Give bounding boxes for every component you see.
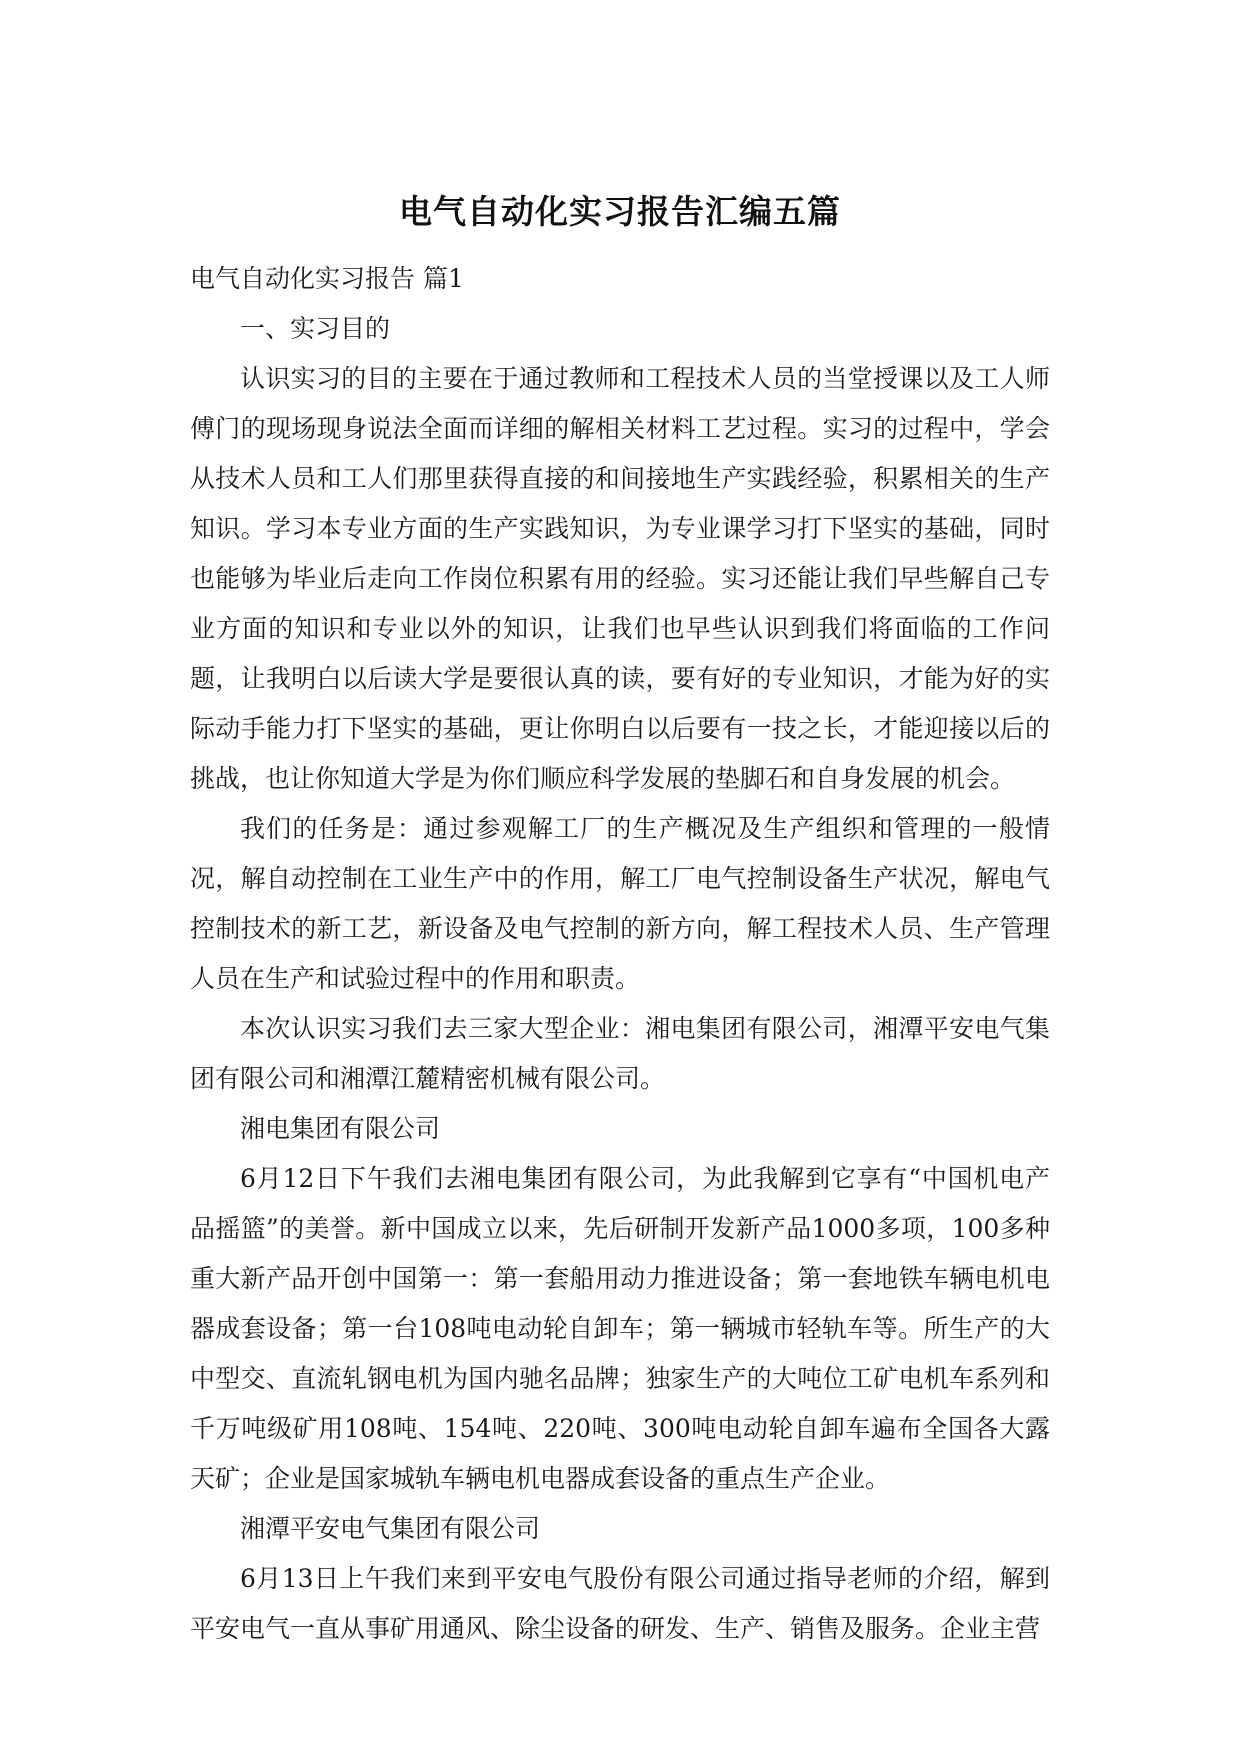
- heading-xiangdian: 湘电集团有限公司: [240, 1114, 441, 1143]
- paragraph-purpose: 认识实习的目的主要在于通过教师和工程技术人员的当堂授课以及工人师傅门的现场现身说法全面而详细的解相关材料工艺过程。实习的过程中，学会从技术人员和工人们那里获得直接的和间接地生产实践经验，积累相关的生产知识。学习本专业方面的生产实践知识，为专业课学习打下坚实的基础，同时也能够为毕业后走向工作岗位积累有用的经验。实习还能让我们早些解自己专业方面的知识和专业以外的知识，让我们也早些认识到我们将面临的工作问题，让我明白以后读大学是要很认真的读，要有好的专业知识，才能为好的实际动手能力打下坚实的基础，更让你明白以后要有一技之长，才能迎接以后的挑战，也让你知道大学是为你们顺应科学发展的垫脚石和自身发展的机会。: [190, 364, 1050, 793]
- heading-purpose: 一、实习目的: [240, 314, 391, 343]
- section-heading: 电气自动化实习报告 篇1: [190, 264, 464, 293]
- paragraph-companies: 本次认识实习我们去三家大型企业：湘电集团有限公司，湘潭平安电气集团有限公司和湘潭江麓精密机械有限公司。: [190, 1014, 1050, 1093]
- heading-pingan: 湘潭平安电气集团有限公司: [240, 1514, 541, 1543]
- paragraph-pingan: 6月13日上午我们来到平安电气股份有限公司通过指导老师的介绍，解到平安电气一直从事矿用通风、除尘设备的研发、生产、销售及服务。企业主营: [190, 1564, 1050, 1643]
- paragraph-tasks: 我们的任务是：通过参观解工厂的生产概况及生产组织和管理的一般情况，解自动控制在工业生产中的作用，解工厂电气控制设备生产状况，解电气控制技术的新工艺，新设备及电气控制的新方向，解工程技术人员、生产管理人员在生产和试验过程中的作用和职责。: [190, 814, 1050, 993]
- document-body: [190, 184, 1050, 1654]
- paragraph-xiangdian: 6月12日下午我们去湘电集团有限公司，为此我解到它享有“中国机电产品摇篮”的美誉。新中国成立以来，先后研制开发新产品1000多项，100多种重大新产品开创中国第一：第一套船用动力推进设备；第一套地铁车辆电机电器成套设备；第一台108吨电动轮自卸车；第一辆城市轻轨车等。所生产的大中型交、直流轧钢电机为国内驰名品牌；独家生产的大吨位工矿电机车系列和千万吨级矿用108吨、154吨、220吨、300吨电动轮自卸车遍布全国各大露天矿；企业是国家城轨车辆电机电器成套设备的重点生产企业。: [190, 1164, 1050, 1493]
- document-title: 电气自动化实习报告汇编五篇: [399, 192, 841, 231]
